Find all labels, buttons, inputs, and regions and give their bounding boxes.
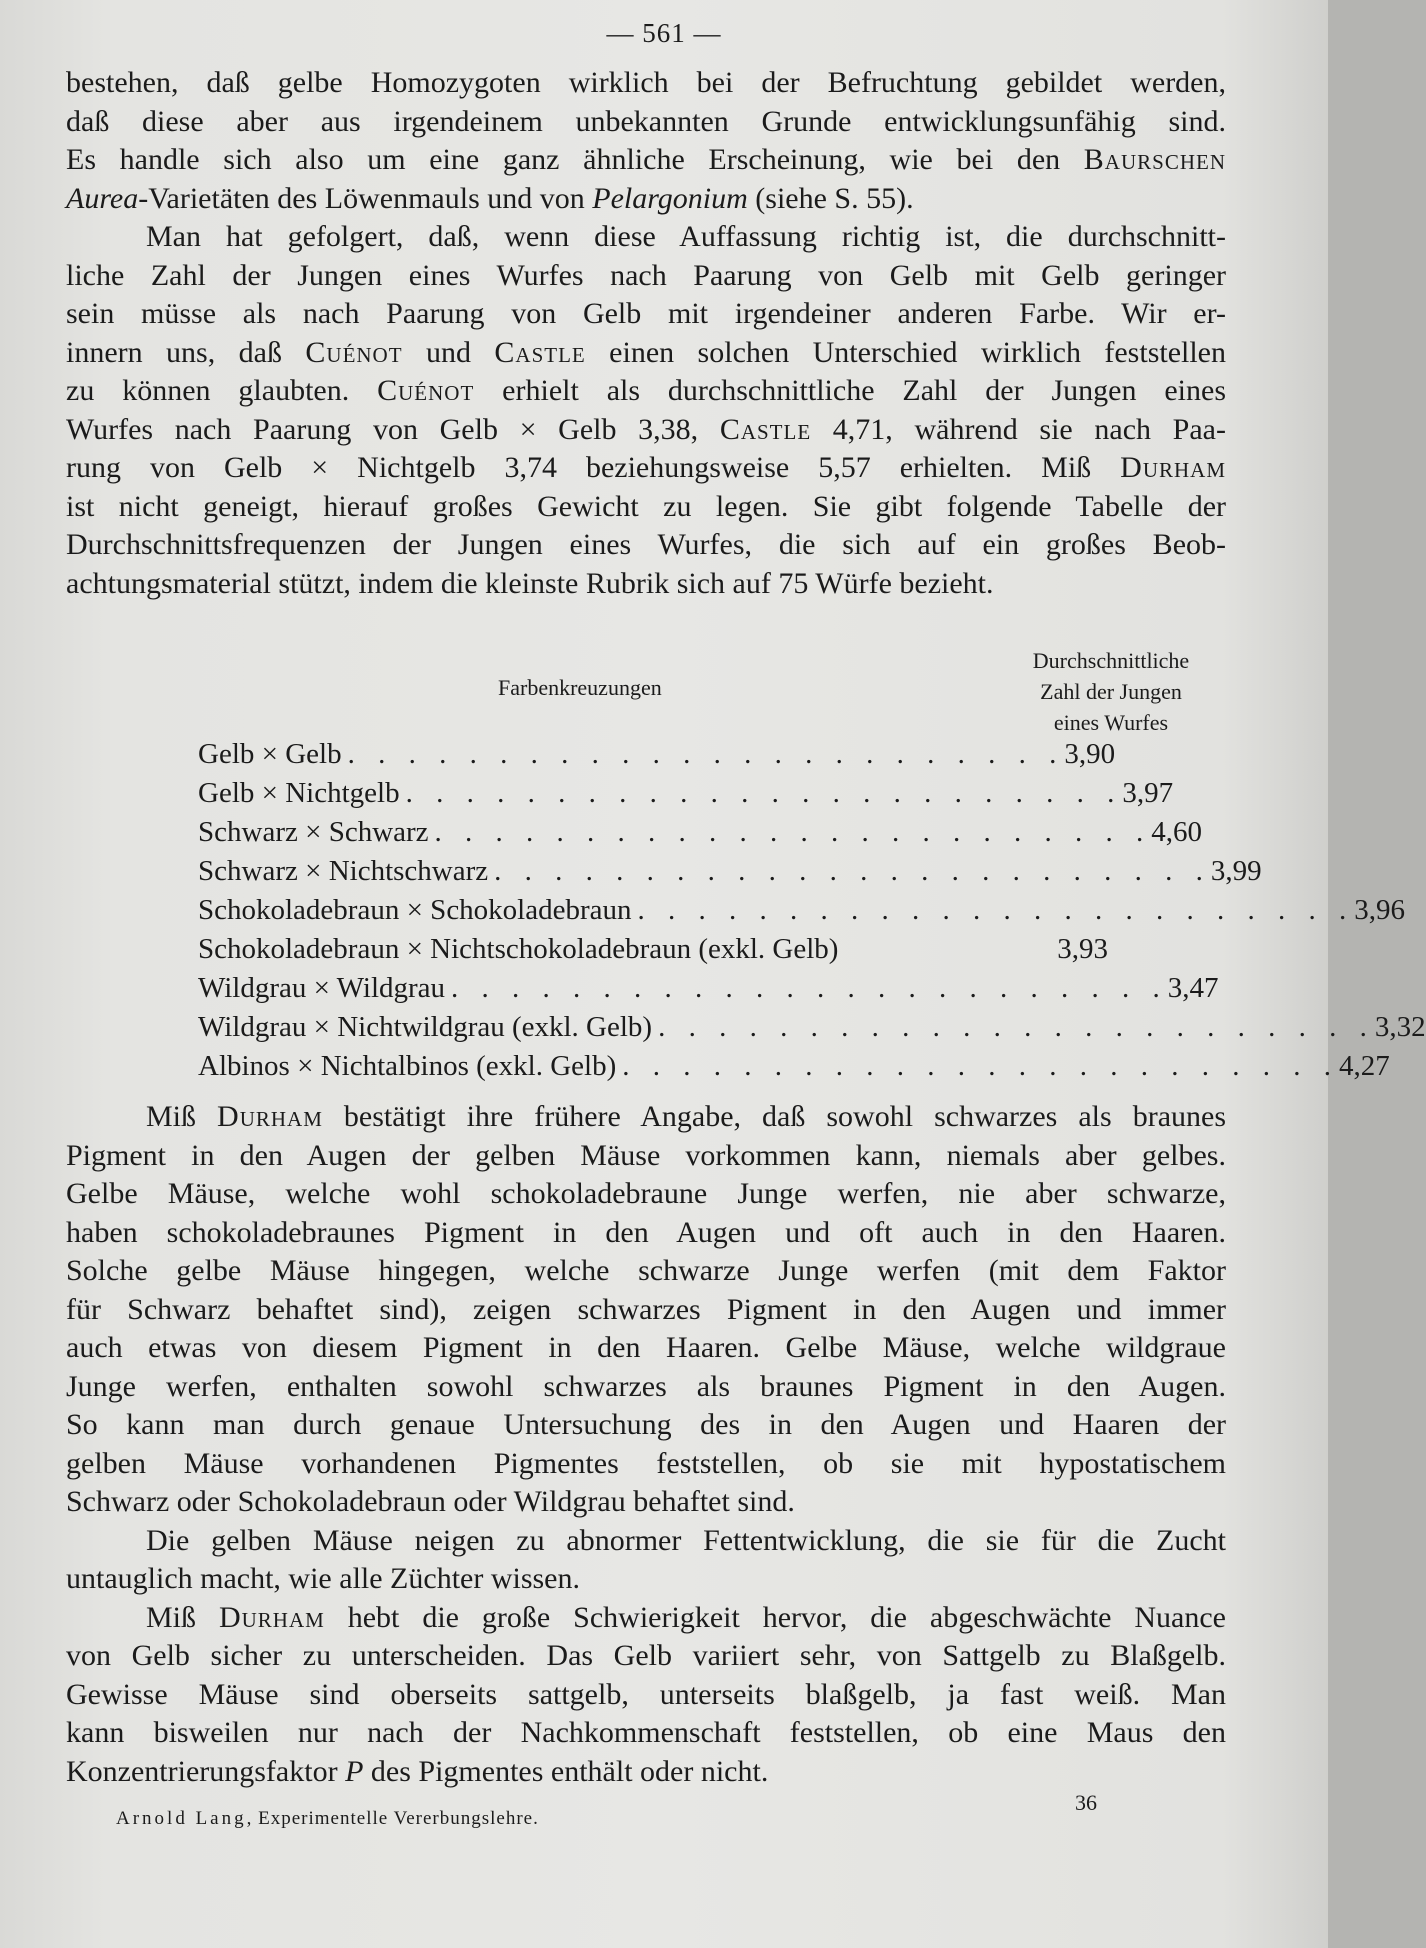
row-label: Gelb × Gelb (198, 738, 342, 770)
text-line: Gewisse Mäuse sind oberseits sattgelb, unterseits blaßgelb, ja fast weiß. Man (66, 1677, 1226, 1711)
row-label: Schwarz × Schwarz (198, 816, 429, 848)
row-value: 3,47 (1167, 972, 1219, 1004)
leader-dots: . . . . . . . . . . . . . . . . . . . . . . . . (347, 738, 1065, 770)
table-row (198, 855, 1262, 894)
row-label: Schokoladebraun × Nichtschokoladebraun (exkl. Gelb) (198, 933, 839, 965)
table-row (198, 777, 1174, 816)
text-line: Junge werfen, enthalten sowohl schwarzes als braunes Pigment in den Augen. (66, 1369, 1226, 1403)
paragraph-5 (66, 1599, 1226, 1792)
row-label: Wildgrau × Wildgrau (198, 972, 446, 1004)
row-value: 3,99 (1210, 855, 1262, 887)
text-line: Es handle sich also um eine ganz ähnliche Erscheinung, wie bei den Baurschen (66, 143, 1226, 176)
author-name: Cuénot (377, 374, 475, 407)
row-value: 3,96 (1354, 894, 1406, 926)
table-row (198, 972, 1219, 1011)
text-line: auch etwas von diesem Pigment in den Haaren. Gelbe Mäuse, welche wildgraue (66, 1331, 1226, 1364)
running-footer (116, 1808, 539, 1830)
page-number: — 561 — (606, 18, 722, 48)
body-text-top (66, 64, 1226, 603)
column-header-crosses: Farbenkreuzungen (498, 675, 662, 700)
leader-dots: . . . . . . . . . . . . . . . . . . . . . . . . (494, 855, 1211, 887)
text-line: Man hat gefolgert, daß, wenn diese Auffassung richtig ist, die durchschnitt- (146, 220, 1226, 253)
text-line: Gelbe Mäuse, welche wohl schokoladebraune Junge werfen, nie aber schwarze, (66, 1177, 1226, 1210)
leader-dots: . . . . . . . . . . . . . . . . . . . . . . . . (622, 1050, 1340, 1082)
author-name: Castle (719, 412, 812, 446)
paragraph-3 (66, 1098, 1226, 1522)
leader-dots: . . . . . . . . . . . . . . . . . . . . . . . . (434, 816, 1152, 848)
body-text-bottom (66, 1098, 1226, 1791)
text-line: innern uns, daß Cuénot und Castle einen solchen Unterschied wirklich feststellen (66, 335, 1226, 369)
text-line: liche Zahl der Jungen eines Wurfes nach Paarung von Gelb mit Gelb geringer (66, 258, 1226, 292)
row-label: Wildgrau × Nichtwildgrau (exkl. Gelb) (198, 1011, 653, 1043)
leader-dots: . . . . . . . . . . . . . . . . . . . . . . . . (658, 1011, 1375, 1043)
footer-author: Arnold Lang (116, 1808, 247, 1829)
row-value: 3,97 (1122, 777, 1174, 809)
table-row (198, 1050, 1390, 1089)
table-row (198, 894, 1406, 933)
paragraph-2 (66, 218, 1226, 603)
text-line: bestehen, daß gelbe Homozygoten wirklich bei der Befruchtung gebildet werden, (66, 66, 1226, 99)
table-row (198, 933, 1108, 972)
text-line: für Schwarz behaftet sind), zeigen schwarzes Pigment in den Augen und immer (66, 1292, 1226, 1326)
paragraph-4 (66, 1522, 1226, 1599)
author-name: Durham (1120, 451, 1226, 484)
text-line: von Gelb sicher zu unterscheiden. Das Gelb variiert sehr, von Sattgelb zu Blaßgelb. (66, 1639, 1226, 1672)
row-value: 3,90 (1064, 738, 1116, 770)
text-line: Wurfes nach Paarung von Gelb × Gelb 3,38, Castle 4,71, während sie nach Paa- (66, 412, 1226, 446)
text-line: Aurea-Varietäten des Löwenmauls und von Pelargonium (siehe S. 55). (66, 181, 914, 215)
text-line: sein müsse als nach Paarung von Gelb mit irgendeiner anderen Farbe. Wir er- (66, 297, 1226, 330)
text-line: haben schokoladebraunes Pigment in den Augen und oft auch in den Haaren. (66, 1215, 1226, 1249)
litter-size-table (198, 738, 1426, 1089)
sheet-number: 36 (1075, 1790, 1097, 1815)
text-line: kann bisweilen nur nach der Nachkommenschaft feststellen, ob eine Maus den (66, 1716, 1226, 1749)
column-header-average: Durchschnittliche Zahl der Jungen eines Wurfes (1032, 648, 1190, 735)
text-line: Durchschnittsfrequenzen der Jungen eines Wurfes, die sich auf ein großes Beob- (66, 528, 1226, 561)
text-line: Die gelben Mäuse neigen zu abnormer Fettentwicklung, die sie für die Zucht (146, 1523, 1226, 1557)
paragraph-1 (66, 64, 1226, 218)
text-line: untauglich macht, wie alle Züchter wissen. (66, 1562, 580, 1595)
row-label: Schwarz × Nichtschwarz (198, 855, 489, 887)
text-line: gelben Mäuse vorhandenen Pigmentes feststellen, ob sie mit hypostatischem (66, 1446, 1226, 1480)
author-name: Durham (218, 1600, 325, 1634)
text-line: rung von Gelb × Nichtgelb 3,74 beziehungsweise 5,57 erhielten. Miß Durham (66, 451, 1226, 484)
row-value: 4,60 (1151, 816, 1203, 848)
leader-dots: . . . . . . . . . . . . . . . . . . . . . . . . (451, 972, 1168, 1004)
table-row (198, 816, 1203, 855)
text-line: Miß Durham bestätigt ihre frühere Angabe, daß sowohl schwarzes als braunes (146, 1100, 1227, 1133)
leader-dots: . . . . . . . . . . . . . . . . . . . . . . . . (637, 894, 1355, 926)
row-label: Albinos × Nichtalbinos (exkl. Gelb) (198, 1050, 617, 1082)
author-name: Baurschen (1083, 143, 1226, 176)
row-label: Schokoladebraun × Schokoladebraun (198, 894, 632, 926)
text-line: Schwarz oder Schokoladebraun oder Wildgrau behaftet sind. (66, 1485, 795, 1518)
text-line: ist nicht geneigt, hierauf großes Gewicht zu legen. Sie gibt folgende Tabelle der (66, 489, 1226, 523)
row-value: 3,32 (1374, 1011, 1426, 1043)
author-name: Castle (494, 335, 586, 369)
row-value: 4,27 (1339, 1050, 1390, 1082)
text-line: daß diese aber aus irgendeinem unbekannten Grunde entwicklungsunfähig sind. (66, 104, 1226, 138)
row-value: 3,93 (1057, 933, 1108, 965)
text-line: zu können glaubten. Cuénot erhielt als durchschnittliche Zahl der Jungen eines (66, 374, 1226, 407)
table-row (198, 738, 1116, 777)
table-row (198, 1011, 1426, 1050)
text-line: Solche gelbe Mäuse hingegen, welche schwarze Junge werfen (mit dem Faktor (66, 1254, 1226, 1287)
leader-dots: . . . . . . . . . . . . . . . . . . . . . . . . (405, 777, 1123, 809)
text-line: So kann man durch genaue Untersuchung des in den Augen und Haaren der (66, 1408, 1226, 1441)
author-name: Cuénot (305, 335, 403, 369)
text-line: Miß Durham hebt die große Schwierigkeit hervor, die abgeschwächte Nuance (146, 1600, 1226, 1634)
row-label: Gelb × Nichtgelb (198, 777, 400, 809)
author-name: Durham (217, 1100, 323, 1133)
footer-title: , Experimentelle Vererbungslehre. (246, 1808, 539, 1829)
text-line: Konzentrierungsfaktor P des Pigmentes enthält oder nicht. (66, 1754, 769, 1788)
text-line: Pigment in den Augen der gelben Mäuse vorkommen kann, niemals aber gelbes. (66, 1138, 1226, 1172)
text-line: achtungsmaterial stützt, indem die kleinste Rubrik sich auf 75 Würfe bezieht. (66, 566, 994, 600)
